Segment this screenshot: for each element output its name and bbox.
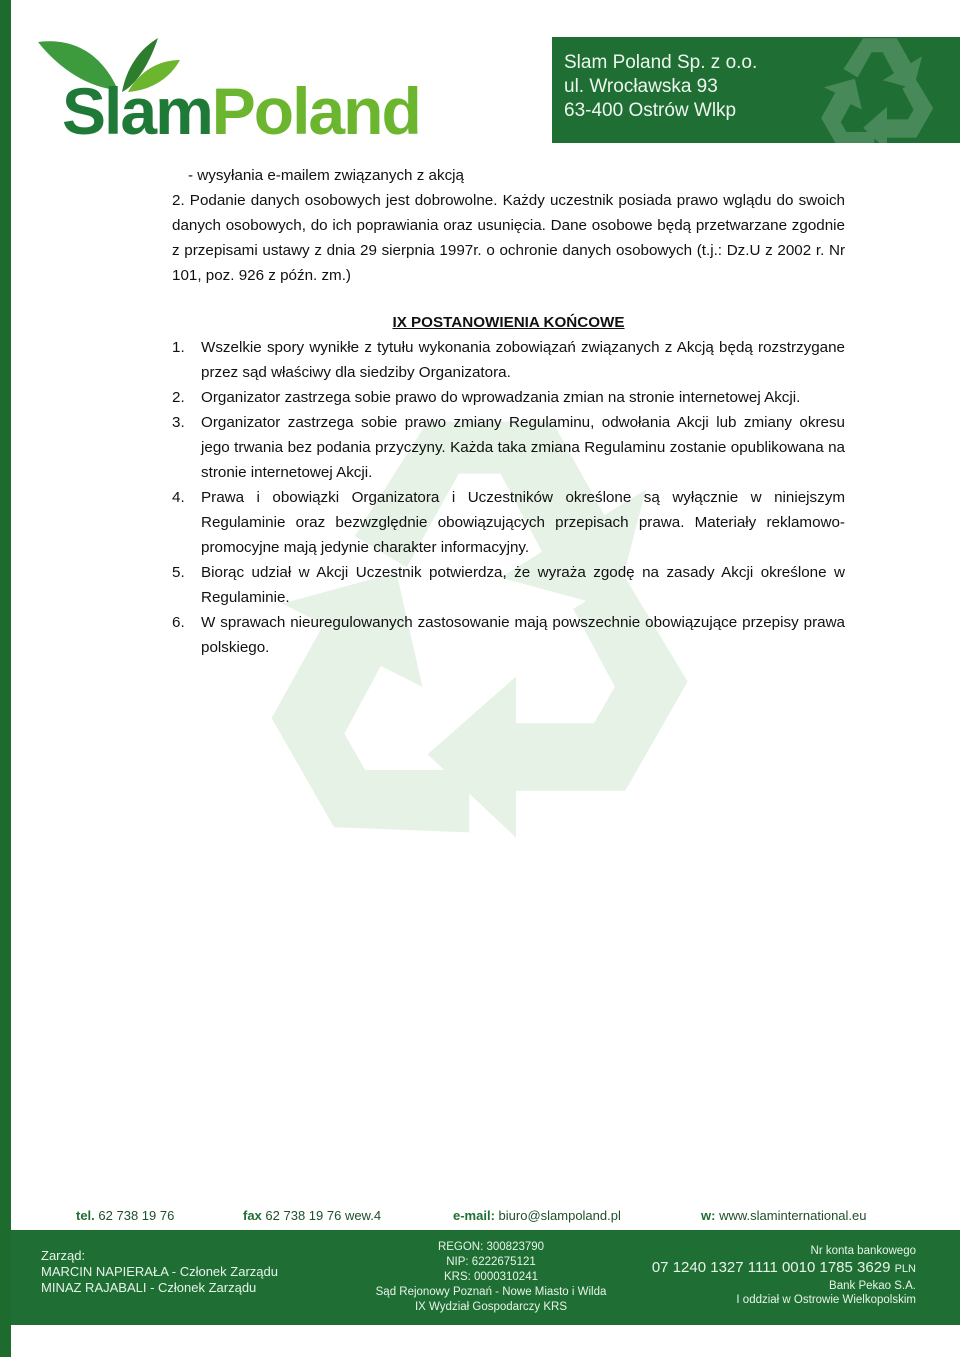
board-label: Zarząd: <box>41 1248 86 1263</box>
footer-contact-line <box>11 1204 960 1228</box>
company-address-box <box>552 37 960 143</box>
body-line-email: - wysyłania e-mailem związanych z akcją <box>188 167 464 184</box>
tel-value: 62 738 19 76 <box>98 1208 175 1223</box>
bank-name: Bank Pekao S.A. <box>829 1280 916 1292</box>
footer-board <box>41 1248 278 1296</box>
recycle-header-icon <box>780 37 960 143</box>
list-item-number: 3. <box>172 414 185 431</box>
regon: REGON: 300823790 <box>437 1241 545 1253</box>
footer-company-info <box>11 1230 960 1325</box>
list-item-text: W sprawach nieuregulowanych zastosowanie mają powszechnie obowiązujące przepisy prawa polskiego. <box>201 614 845 656</box>
tel-label: tel. <box>76 1208 95 1223</box>
court-2: IX Wydział Gospodarczy KRS <box>414 1301 567 1313</box>
list-item-number: 1. <box>172 339 185 356</box>
company-name: Slam Poland Sp. z o.o. <box>564 52 758 73</box>
board-member-1: MARCIN NAPIERAŁA - Członek Zarządu <box>41 1264 278 1279</box>
bank-branch: I oddział w Ostrowie Wielkopolskim <box>736 1294 916 1306</box>
left-accent-bar <box>0 0 11 1357</box>
list-item <box>172 410 845 485</box>
section-heading: IX POSTANOWIENIA KOŃCOWE <box>392 314 625 331</box>
section-list <box>172 335 845 660</box>
list-item-number: 5. <box>172 564 185 581</box>
www-link[interactable]: www.slaminternational.eu <box>719 1208 867 1223</box>
krs: KRS: 0000310241 <box>444 1271 538 1283</box>
footer-bank <box>631 1244 916 1307</box>
document-body <box>172 163 845 660</box>
board-member-2: MINAZ RAJABALI - Członek Zarządu <box>41 1280 257 1295</box>
company-city: 63-400 Ostrów Wlkp <box>564 100 737 121</box>
www-label: w: <box>701 1208 716 1223</box>
account-currency: PLN <box>894 1263 916 1275</box>
account-number: 07 1240 1327 1111 0010 1785 3629 <box>651 1259 891 1276</box>
nip: NIP: 6222675121 <box>446 1256 536 1268</box>
list-item <box>172 560 845 610</box>
list-item-text: Prawa i obowiązki Organizatora i Uczestników określone są wyłącznie w niniejszym Regulaminie oraz bezwzględnie obowiązujących przepisach prawa. Materiały reklamowo-promocyjne mają jedynie charakter informacyjny. <box>201 489 845 556</box>
body-paragraph-2: 2. Podanie danych osobowych jest dobrowolne. Każdy uczestnik posiada prawo wglądu do swoich danych osobowych, do ich poprawiania oraz usunięcia. Dane osobowe będą przetwarzane zgodnie z przepisami ustawy z dnia 29 sierpnia 1997r. o ochronie danych osobowych (t.j.: Dz.U z 2002 r. Nr 101, poz. 926 z późn. zm.) <box>172 192 845 284</box>
court-1: Sąd Rejonowy Poznań - Nowe Miasto i Wilda <box>375 1286 607 1298</box>
list-item-text: Organizator zastrzega sobie prawo do wprowadzania zmian na stronie internetowej Akcji. <box>201 389 801 406</box>
footer-registry <box>361 1240 621 1315</box>
company-street: ul. Wrocławska 93 <box>564 76 718 97</box>
list-item <box>172 335 845 385</box>
fax-label: fax <box>243 1208 262 1223</box>
email-link[interactable]: biuro@slampoland.pl <box>498 1208 621 1223</box>
logo-wordmark <box>62 74 420 148</box>
list-item-text: Biorąc udział w Akcji Uczestnik potwierdza, że wyraża zgodę na zasady Akcji określone w Regulaminie. <box>201 564 845 606</box>
list-item-number: 4. <box>172 489 185 506</box>
list-item-text: Organizator zastrzega sobie prawo zmiany Regulaminu, odwołania Akcji lub zmiany okresu jego trwania bez podania przyczyny. Każda taka zmiana Regulaminu zostanie opublikowana na stronie internetowej Akcji. <box>201 414 845 481</box>
logo-text-slam: Slam <box>62 74 212 148</box>
logo-text-poland: Poland <box>211 74 420 148</box>
account-label: Nr konta bankowego <box>810 1245 916 1257</box>
list-item <box>172 610 845 660</box>
list-item <box>172 385 845 410</box>
list-item <box>172 485 845 560</box>
list-item-number: 2. <box>172 389 185 406</box>
list-item-text: Wszelkie spory wynikłe z tytułu wykonania zobowiązań związanych z Akcją będą rozstrzygane przez sąd właściwy dla siedziby Organizatora. <box>201 339 845 381</box>
list-item-number: 6. <box>172 614 185 631</box>
fax-value: 62 738 19 76 wew.4 <box>265 1208 382 1223</box>
email-label: e-mail: <box>453 1208 495 1223</box>
